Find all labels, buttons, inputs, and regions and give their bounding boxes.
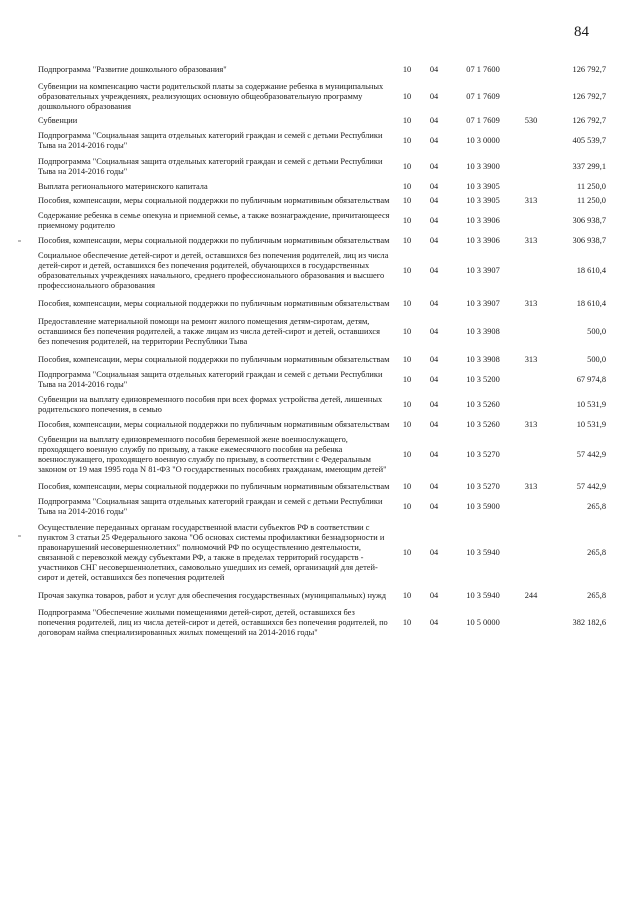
row-expense-type: 313	[524, 355, 538, 364]
row-section: 10	[402, 482, 412, 491]
row-name: Пособия, компенсации, меры социальной поддержки по публичным нормативным обязательствам	[38, 482, 390, 491]
row-target-article: 10 3 5940	[466, 591, 500, 600]
row-section: 10	[402, 65, 412, 74]
table-row	[38, 299, 606, 309]
row-section: 10	[402, 299, 412, 308]
row-subsection: 04	[429, 196, 439, 205]
row-amount: 306 938,7	[572, 216, 606, 225]
row-name: Социальное обеспечение детей-сирот и детей, оставшихся без попечения родителей, лиц из числа детей-сирот и детей, оставшихся без попечения родителей, обучающихся в государственных образовательных учреждениях начального, среднего профессионального образования и высшего профессионального образования	[38, 251, 389, 290]
scan-speck	[18, 240, 21, 242]
table-row	[38, 251, 606, 291]
row-target-article: 07 1 7609	[466, 92, 500, 101]
table-row	[38, 157, 606, 177]
row-target-article: 10 3 5270	[466, 482, 500, 491]
row-section: 10	[402, 216, 412, 225]
table-row	[38, 370, 606, 390]
row-target-article: 10 3 3907	[466, 266, 500, 275]
row-name: Прочая закупка товаров, работ и услуг для обеспечения государственных (муниципальных) нужд	[38, 591, 387, 600]
row-amount: 126 792,7	[572, 92, 606, 101]
row-section: 10	[402, 92, 412, 101]
row-section: 10	[402, 502, 412, 511]
table-row	[38, 608, 606, 638]
row-expense-type: 244	[524, 591, 538, 600]
row-subsection: 04	[429, 482, 439, 491]
row-name: Пособия, компенсации, меры социальной поддержки по публичным нормативным обязательствам	[38, 299, 390, 308]
row-section: 10	[402, 400, 412, 409]
row-target-article: 10 3 3905	[466, 182, 500, 191]
row-target-article: 10 3 3907	[466, 299, 500, 308]
row-expense-type: 313	[524, 236, 538, 245]
row-amount: 265,8	[587, 591, 606, 600]
row-subsection: 04	[429, 92, 439, 101]
row-name: Подпрограмма "Социальная защита отдельных категорий граждан и семей с детьми Республики Тыва на 2014-2016 годы"	[38, 370, 383, 389]
row-section: 10	[402, 327, 412, 336]
row-section: 10	[402, 591, 412, 600]
row-name: Пособия, компенсации, меры социальной поддержки по публичным нормативным обязательствам	[38, 236, 390, 245]
row-subsection: 04	[429, 136, 439, 145]
row-subsection: 04	[429, 502, 439, 511]
row-name: Подпрограмма "Социальная защита отдельных категорий граждан и семей с детьми Республики Тыва на 2014-2016 годы"	[38, 157, 383, 176]
row-amount: 126 792,7	[572, 116, 606, 125]
table-row	[38, 591, 606, 601]
table-row	[38, 236, 606, 246]
table-row	[38, 523, 606, 583]
row-subsection: 04	[429, 400, 439, 409]
table-row	[38, 182, 606, 192]
row-subsection: 04	[429, 116, 439, 125]
row-name: Подпрограмма "Социальная защита отдельных категорий граждан и семей с детьми Республики Тыва на 2014-2016 годы"	[38, 131, 383, 150]
row-target-article: 10 3 3908	[466, 355, 500, 364]
table-row	[38, 211, 606, 231]
row-amount: 126 792,7	[572, 65, 606, 74]
row-section: 10	[402, 450, 412, 459]
row-section: 10	[402, 355, 412, 364]
row-name: Пособия, компенсации, меры социальной поддержки по публичным нормативным обязательствам	[38, 420, 390, 429]
page-number: 84	[574, 24, 589, 40]
row-section: 10	[402, 618, 412, 627]
row-subsection: 04	[429, 162, 439, 171]
row-expense-type: 313	[524, 482, 538, 491]
row-amount: 10 531,9	[576, 400, 606, 409]
row-amount: 306 938,7	[572, 236, 606, 245]
row-subsection: 04	[429, 299, 439, 308]
row-target-article: 10 5 0000	[466, 618, 500, 627]
row-subsection: 04	[429, 548, 439, 557]
row-amount: 337 299,1	[572, 162, 606, 171]
row-amount: 265,8	[587, 502, 606, 511]
table-row	[38, 395, 606, 415]
row-target-article: 10 3 3900	[466, 162, 500, 171]
table-row	[38, 497, 606, 517]
row-amount: 500,0	[587, 355, 606, 364]
row-target-article: 10 3 5260	[466, 420, 500, 429]
row-amount: 265,8	[587, 548, 606, 557]
row-section: 10	[402, 196, 412, 205]
table-row	[38, 65, 606, 75]
row-target-article: 10 3 3908	[466, 327, 500, 336]
row-amount: 500,0	[587, 327, 606, 336]
row-subsection: 04	[429, 355, 439, 364]
row-amount: 11 250,0	[576, 182, 606, 191]
row-expense-type: 313	[524, 196, 538, 205]
row-section: 10	[402, 162, 412, 171]
row-name: Подпрограмма "Социальная защита отдельных категорий граждан и семей с детьми Республики Тыва на 2014-2016 годы"	[38, 497, 383, 516]
row-target-article: 10 3 3906	[466, 236, 500, 245]
row-subsection: 04	[429, 182, 439, 191]
table-row	[38, 355, 606, 365]
row-amount: 11 250,0	[576, 196, 606, 205]
row-amount: 382 182,6	[572, 618, 606, 627]
row-target-article: 10 3 5270	[466, 450, 500, 459]
row-name: Субвенции	[38, 116, 78, 125]
row-expense-type: 530	[524, 116, 538, 125]
row-name: Подпрограмма "Обеспечение жилыми помещениями детей-сирот, детей, оставшихся без попечения родителей, лиц из числа детей-сирот и детей, оставшихся без попечения родителей, по договорам найма специализированных жилых помещений на 2014-2016 годы"	[38, 608, 388, 637]
table-row	[38, 420, 606, 430]
row-expense-type: 313	[524, 299, 538, 308]
row-section: 10	[402, 116, 412, 125]
row-target-article: 10 3 5900	[466, 502, 500, 511]
row-target-article: 10 3 5200	[466, 375, 500, 384]
table-row	[38, 131, 606, 151]
row-section: 10	[402, 548, 412, 557]
row-subsection: 04	[429, 450, 439, 459]
row-section: 10	[402, 266, 412, 275]
row-target-article: 10 3 3906	[466, 216, 500, 225]
scan-speck	[18, 535, 21, 537]
row-subsection: 04	[429, 327, 439, 336]
row-name: Субвенции на компенсацию части родительской платы за содержание ребенка в муниципальных образовательных учреждениях, реализующих основную общеобразовательную программу дошкольного образования	[38, 82, 384, 111]
row-amount: 10 531,9	[576, 420, 606, 429]
row-subsection: 04	[429, 618, 439, 627]
row-target-article: 10 3 0000	[466, 136, 500, 145]
row-expense-type: 313	[524, 420, 538, 429]
row-section: 10	[402, 420, 412, 429]
row-section: 10	[402, 375, 412, 384]
row-name: Содержание ребенка в семье опекуна и приемной семье, а также вознаграждение, причитающееся приемному родителю	[38, 211, 390, 230]
row-name: Осуществление переданных органам государственной власти субъектов РФ в соответствии с пунктом 3 статьи 25 Федерального закона "Об основах системы профилактики безнадзорности и правонарушений несовершеннолетних" полномочий РФ по осуществлению деятельности, связанной с перевозкой между субъектами РФ, а также в пределах территорий государств - участников СНГ несовершеннолетних, самовольно ушедших из семей, организаций для детей-сирот и детей, оставшихся без попечения родителей	[38, 523, 385, 582]
budget-table	[38, 65, 606, 638]
row-amount: 57 442,9	[576, 482, 606, 491]
row-subsection: 04	[429, 216, 439, 225]
row-subsection: 04	[429, 266, 439, 275]
row-name: Предоставление материальной помощи на ремонт жилого помещения детям-сиротам, детям, оставшимся без попечения родителей, а также лицам из числа детей-сирот и детей, оставшихся без попечения родителей, на территории Республики Тыва	[38, 317, 380, 346]
row-amount: 18 610,4	[576, 299, 606, 308]
row-target-article: 10 3 5260	[466, 400, 500, 409]
row-target-article: 10 3 3905	[466, 196, 500, 205]
row-section: 10	[402, 182, 412, 191]
row-amount: 57 442,9	[576, 450, 606, 459]
row-amount: 18 610,4	[576, 266, 606, 275]
row-name: Пособия, компенсации, меры социальной поддержки по публичным нормативным обязательствам	[38, 355, 390, 364]
row-subsection: 04	[429, 375, 439, 384]
row-subsection: 04	[429, 420, 439, 429]
row-target-article: 07 1 7600	[466, 65, 500, 74]
row-target-article: 10 3 5940	[466, 548, 500, 557]
row-name: Выплата регионального материнского капитала	[38, 182, 208, 191]
row-section: 10	[402, 236, 412, 245]
table-row	[38, 116, 606, 126]
table-row	[38, 317, 606, 347]
row-amount: 405 539,7	[572, 136, 606, 145]
table-row	[38, 196, 606, 206]
row-subsection: 04	[429, 591, 439, 600]
row-amount: 67 974,8	[576, 375, 606, 384]
row-name: Подпрограмма "Развитие дошкольного образования"	[38, 65, 227, 74]
row-name: Субвенции на выплату единовременного пособия при всех формах устройства детей, лишенных родительского попечения, в семью	[38, 395, 383, 414]
row-subsection: 04	[429, 236, 439, 245]
table-row	[38, 482, 606, 492]
row-name: Пособия, компенсации, меры социальной поддержки по публичным нормативным обязательствам	[38, 196, 390, 205]
table-row	[38, 435, 606, 475]
row-section: 10	[402, 136, 412, 145]
row-subsection: 04	[429, 65, 439, 74]
row-name: Субвенции на выплату единовременного пособия беременной жене военнослужащего, проходящего военную службу по призыву, а также ежемесячного пособия на ребенка военнослужащего, проходящего военную службу по призыву, в соответствии с Федеральным законом от 19 мая 1995 года N 81-ФЗ "О государственных пособиях гражданам, имеющим детей"	[38, 435, 387, 474]
table-row	[38, 82, 606, 112]
row-target-article: 07 1 7609	[466, 116, 500, 125]
